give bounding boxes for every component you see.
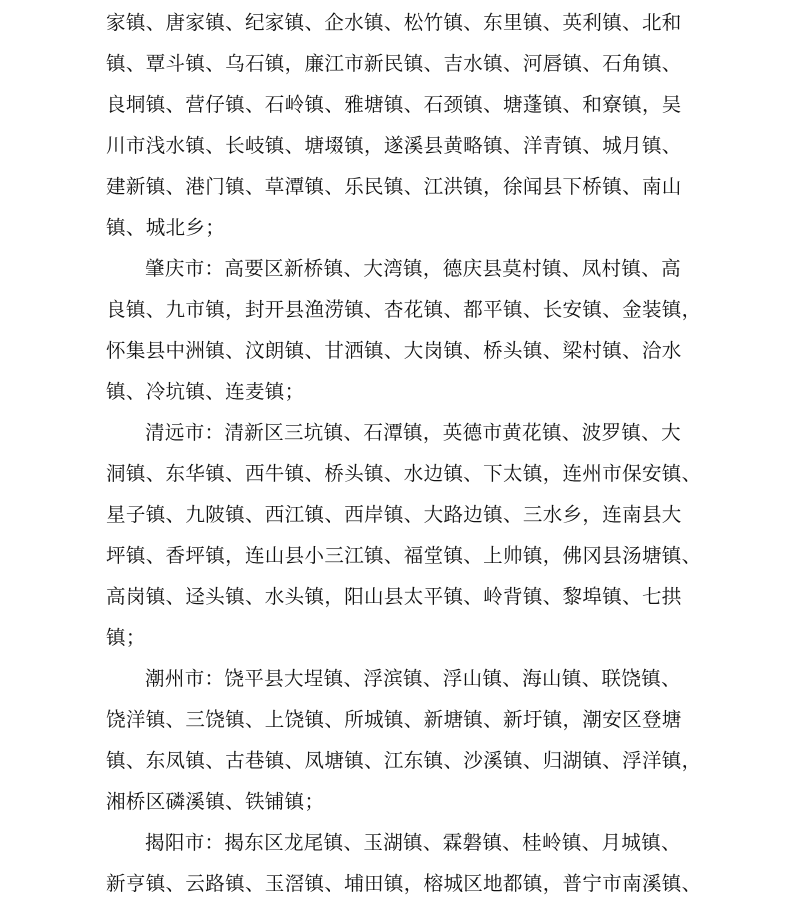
- text-line: 湘桥区磷溪镇、铁铺镇；: [106, 790, 325, 813]
- text-line: 星子镇、九陂镇、西江镇、西岸镇、大路边镇、三水乡，连南县大: [106, 503, 682, 526]
- text-line: 洞镇、东华镇、西牛镇、桥头镇、水边镇、下太镇，连州市保安镇、: [106, 462, 702, 485]
- text-line: 镇、覃斗镇、乌石镇，廉江市新民镇、吉水镇、河唇镇、石角镇、: [106, 52, 682, 75]
- text-line: 镇、东凤镇、古巷镇、凤塘镇、江东镇、沙溪镇、归湖镇、浮洋镇，: [106, 749, 702, 772]
- text-line: 新亨镇、云路镇、玉滘镇、埔田镇，榕城区地都镇，普宁市南溪镇、: [106, 872, 702, 895]
- paragraph-start-zhaoqing: 肇庆市：高要区新桥镇、大湾镇，德庆县莫村镇、凤村镇、高: [145, 257, 681, 280]
- text-line: 饶洋镇、三饶镇、上饶镇、所城镇、新塘镇、新圩镇，潮安区登塘: [106, 708, 682, 731]
- text-line: 镇、冷坑镇、连麦镇；: [106, 380, 305, 403]
- paragraph-start-jieyang: 揭阳市：揭东区龙尾镇、玉湖镇、霖磐镇、桂岭镇、月城镇、: [145, 831, 681, 854]
- document-page: [106, 2, 706, 904]
- text-line: 建新镇、港门镇、草潭镇、乐民镇、江洪镇，徐闻县下桥镇、南山: [106, 175, 682, 198]
- text-line: 高岗镇、迳头镇、水头镇，阳山县太平镇、岭背镇、黎埠镇、七拱: [106, 585, 682, 608]
- paragraph-start-qingyuan: 清远市：清新区三坑镇、石潭镇，英德市黄花镇、波罗镇、大: [145, 421, 681, 444]
- text-line: 怀集县中洲镇、汶朗镇、甘洒镇、大岗镇、桥头镇、梁村镇、洽水: [106, 339, 682, 362]
- paragraph-start-chaozhou: 潮州市：饶平县大埕镇、浮滨镇、浮山镇、海山镇、联饶镇、: [145, 667, 681, 690]
- text-line: 镇；: [106, 626, 146, 649]
- text-line: 坪镇、香坪镇，连山县小三江镇、福堂镇、上帅镇，佛冈县汤塘镇、: [106, 544, 702, 567]
- text-line: 家镇、唐家镇、纪家镇、企水镇、松竹镇、东里镇、英利镇、北和: [106, 11, 682, 34]
- text-line: 川市浅水镇、长岐镇、塘㙍镇，遂溪县黄略镇、洋青镇、城月镇、: [106, 134, 682, 157]
- text-line: 良垌镇、营仔镇、石岭镇、雅塘镇、石颈镇、塘蓬镇、和寮镇，吴: [106, 93, 682, 116]
- text-line: 良镇、九市镇，封开县渔涝镇、杏花镇、都平镇、长安镇、金装镇，: [106, 298, 702, 321]
- text-line: 镇、城北乡；: [106, 216, 226, 239]
